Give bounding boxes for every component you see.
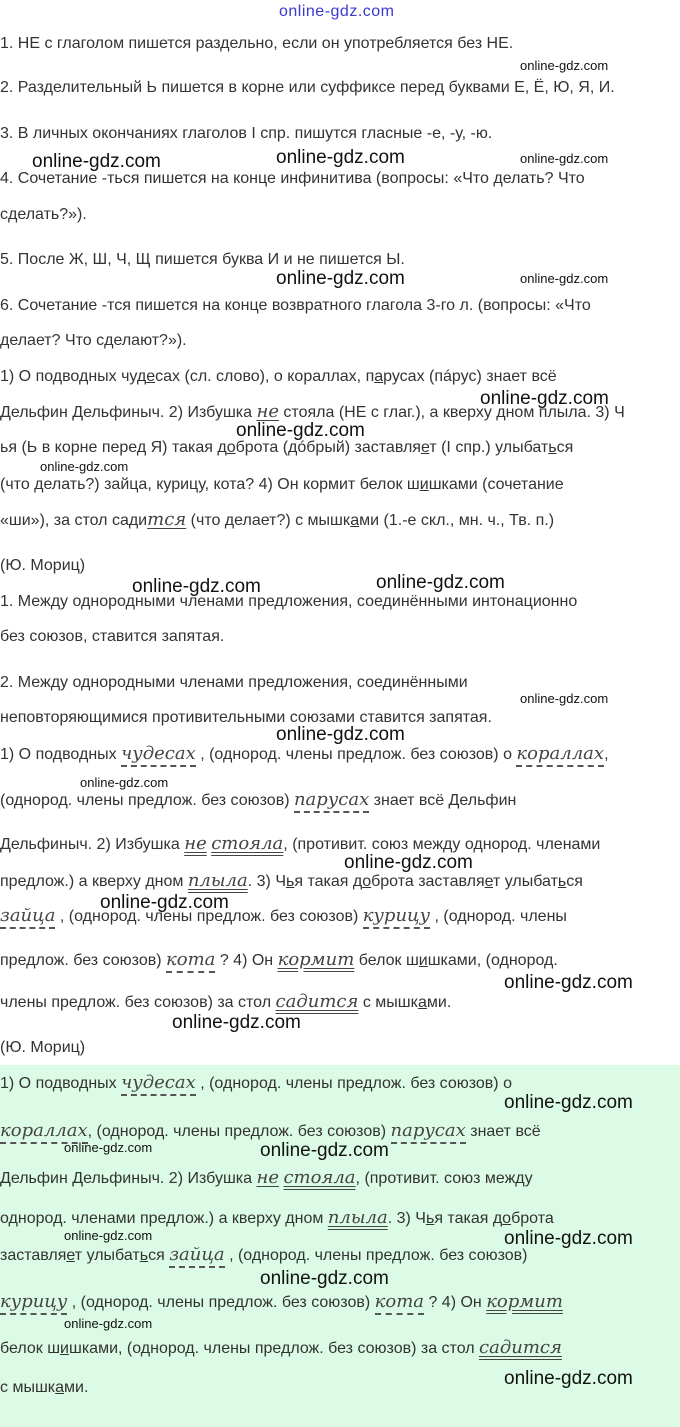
text1-line-1: 1) О подводных чудесах (сл. слово), о кораллах, парусах (пáрус) знает всё [0, 368, 557, 385]
text1-line-3: ья (Ь в корне перед Я) такая доброта (дóбрый) заставляет (I спр.) улыбаться [0, 439, 574, 456]
rule-5: 5. После Ж, Ш, Ч, Щ пишется буква И и не пишется Ы. [0, 251, 405, 268]
text3-line-5: заставляет улыбаться зайца , (однород. члены предлож. без союзов) [0, 1245, 527, 1266]
text3-line-1: 1) О подводных чудесах , (однород. члены предлож. без союзов) о [0, 1073, 512, 1094]
rule-6-cont: делает? Что сделают?»). [0, 332, 187, 349]
watermark: online-gdz.com [132, 576, 261, 597]
rule-6: 6. Сочетание -тся пишется на конце возвратного глагола 3-го л. (вопросы: «Что [0, 297, 591, 314]
watermark: online-gdz.com [80, 775, 169, 790]
watermark: online-gdz.com [260, 1268, 389, 1289]
rule-4-cont: сделать?»). [0, 206, 87, 223]
watermark: online-gdz.com [480, 388, 609, 409]
text1-line-5: «ши»), за стол садится (что делает?) с мышками (1.-е скл., мн. ч., Тв. п.) [0, 509, 555, 530]
watermark: online-gdz.com [504, 1092, 633, 1113]
watermark: online-gdz.com [376, 572, 505, 593]
watermark: online-gdz.com [172, 1012, 301, 1033]
watermark: online-gdz.com [64, 1316, 153, 1331]
watermark: online-gdz.com [344, 852, 473, 873]
watermark: online-gdz.com [276, 147, 405, 168]
watermark-top: online-gdz.com [279, 3, 395, 20]
text3-line-7: белок шишками, (однород. члены предлож. без союзов) за стол садится [0, 1337, 562, 1358]
watermark: online-gdz.com [236, 420, 365, 441]
text2-line-5: зайца , (однород. члены предлож. без союзов) курицу , (однород. члены [0, 906, 567, 927]
text2-line-3: Дельфиныч. 2) Избушка не стояла, (противит. союз между однород. членами [0, 833, 601, 854]
text2-line-1: 1) О подводных чудесах , (однород. члены предлож. без союзов) о кораллах, [0, 744, 609, 765]
watermark: online-gdz.com [504, 1368, 633, 1389]
watermark: online-gdz.com [276, 268, 405, 289]
rule2-2: 2. Между однородными членами предложения, соединёнными [0, 674, 468, 691]
text3-line-2: кораллах, (однород. члены предлож. без союзов) парусах знает всё [0, 1121, 541, 1142]
text1-author: (Ю. Мориц) [0, 557, 86, 574]
rule2-2-cont: неповторяющимися противительными союзами ставится запятая. [0, 709, 492, 726]
watermark: online-gdz.com [520, 58, 609, 73]
rule-2: 2. Разделительный Ь пишется в корне или суффиксе перед буквами Е, Ё, Ю, Я, И. [0, 79, 615, 96]
rule-1: 1. НЕ с глаголом пишется раздельно, если он употребляется без НЕ. [0, 35, 514, 52]
watermark: online-gdz.com [520, 691, 609, 706]
text3-line-3: Дельфин Дельфиныч. 2) Избушка не стояла, (противит. союз между [0, 1167, 533, 1188]
text3-line-8: с мышками. [0, 1379, 89, 1396]
text2-line-2: (однород. члены предлож. без союзов) парусах знает всё Дельфин [0, 790, 516, 811]
watermark: online-gdz.com [40, 459, 129, 474]
watermark: online-gdz.com [64, 1140, 153, 1155]
watermark: online-gdz.com [520, 151, 609, 166]
text1-line-2: Дельфин Дельфиныч. 2) Избушка не стояла (НЕ с глаг.), а кверху дном плыла. 3) Ч [0, 401, 625, 422]
rule2-1-cont: без союзов, ставится запятая. [0, 628, 225, 645]
watermark: online-gdz.com [64, 1228, 153, 1243]
watermark: online-gdz.com [504, 1228, 633, 1249]
rule-3: 3. В личных окончаниях глаголов I спр. пишутся гласные -е, -у, -ю. [0, 125, 493, 142]
rule-4: 4. Сочетание -ться пишется на конце инфинитива (вопросы: «Что делать? Что [0, 170, 585, 187]
rule2-1: 1. Между однородными членами предложения, соединёнными интонационно [0, 593, 578, 610]
text2-line-7: члены предлож. без союзов) за стол садится с мышками. [0, 991, 452, 1012]
watermark: online-gdz.com [520, 271, 609, 286]
text3-line-4: однород. членами предлож.) а кверху дном плыла. 3) Чья такая доброта [0, 1207, 554, 1228]
watermark: online-gdz.com [504, 972, 633, 993]
text1-line-4: (что делать?) зайца, курицу, кота? 4) Он кормит белок шишками (сочетание [0, 476, 564, 493]
watermark: online-gdz.com [32, 151, 161, 172]
watermark: online-gdz.com [100, 892, 229, 913]
text3-line-6: курицу , (однород. члены предлож. без союзов) кота ? 4) Он кормит [0, 1292, 563, 1313]
text2-author: (Ю. Мориц) [0, 1039, 86, 1056]
watermark: online-gdz.com [260, 1140, 389, 1161]
text2-line-6: предлож. без союзов) кота ? 4) Он кормит белок шишками, (однород. [0, 950, 558, 971]
text2-line-4: предлож.) а кверху дном плыла. 3) Чья такая доброта заставляет улыбаться [0, 870, 583, 891]
watermark: online-gdz.com [276, 724, 405, 745]
